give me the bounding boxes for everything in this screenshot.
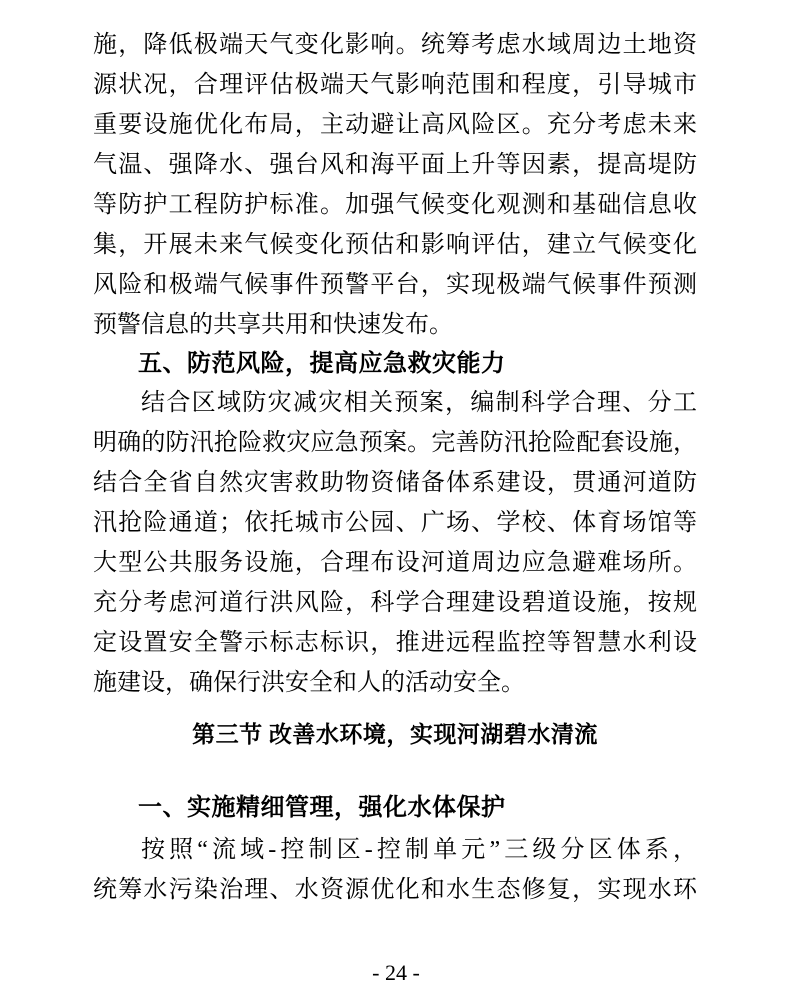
text-line: 明确的防汛抢险救灾应急预案。完善防汛抢险配套设施，	[93, 430, 697, 456]
text-line: 等防护工程防护标准。加强气候变化观测和基础信息收	[93, 192, 697, 218]
text-line: 重要设施优化布局，主动避让高风险区。充分考虑未来	[93, 112, 697, 138]
text-line: 充分考虑河道行洪风险，科学合理建设碧道设施，按规	[93, 590, 697, 616]
section-title-water-environment: 第三节 改善水环境，实现河湖碧水清流	[192, 722, 598, 747]
text-line: 按照“流域-控制区-控制单元”三级分区体系，	[141, 837, 697, 863]
text-column	[93, 25, 697, 910]
text-line: 汛抢险通道；依托城市公园、广场、学校、体育场馆等	[93, 510, 697, 536]
page-number: - 24 -	[372, 960, 420, 985]
paragraph-emergency-response	[93, 383, 697, 703]
text-line: 气温、强降水、强台风和海平面上升等因素，提高堤防	[93, 152, 697, 178]
text-line: 结合区域防灾减灾相关预案，编制科学合理、分工	[141, 390, 697, 416]
text-line: 预警信息的共享共用和快速发布。	[93, 312, 453, 338]
paragraph-zoning-system	[93, 830, 697, 910]
text-line: 施，降低极端天气变化影响。统筹考虑水域周边土地资	[93, 32, 697, 58]
text-line: 结合全省自然灾害救助物资储备体系建设，贯通河道防	[93, 470, 697, 496]
paragraph-climate-adaptation	[93, 25, 697, 345]
text-line: 定设置安全警示标志标识，推进远程监控等智慧水利设	[93, 630, 697, 656]
text-line: 风险和极端气候事件预警平台，实现极端气候事件预测	[93, 272, 697, 298]
text-line: 统筹水污染治理、水资源优化和水生态修复，实现水环	[93, 877, 697, 903]
text-line: 集，开展未来气候变化预估和影响评估，建立气候变化	[93, 232, 697, 258]
heading-section-five-risk-prevention: 五、防范风险，提高应急救灾能力	[138, 350, 506, 377]
text-line: 施建设，确保行洪安全和人的活动安全。	[93, 670, 525, 696]
heading-subsection-one-fine-management: 一、实施精细管理，强化水体保护	[138, 794, 506, 821]
text-line: 源状况，合理评估极端天气影响范围和程度，引导城市	[93, 72, 697, 98]
text-line: 大型公共服务设施，合理布设河道周边应急避难场所。	[93, 550, 697, 576]
